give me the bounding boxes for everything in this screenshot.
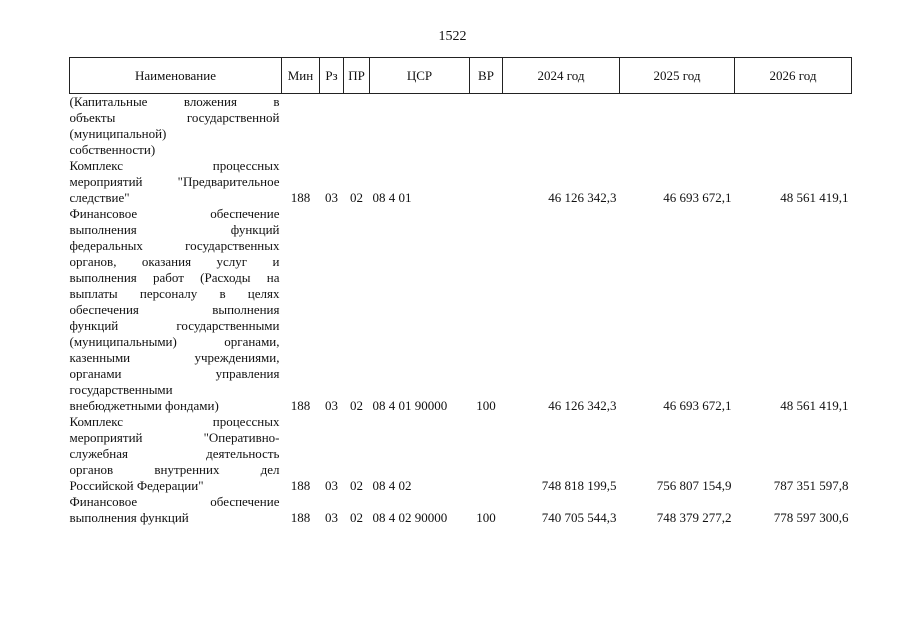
header-2026: 2026 год bbox=[735, 58, 852, 94]
name-line: казенными учреждениями, bbox=[69, 350, 280, 365]
cell-vr bbox=[470, 94, 503, 159]
cell-pr bbox=[344, 94, 370, 159]
name-line: мероприятий "Оперативно- bbox=[69, 430, 280, 445]
cell-2026: 787 351 597,8 bbox=[773, 478, 849, 493]
name-line: следствие" bbox=[69, 190, 130, 205]
name-line: внебюджетными фондами) bbox=[69, 398, 219, 413]
name-line: объекты государственной bbox=[69, 110, 280, 125]
cell-min: 188 bbox=[290, 478, 311, 493]
cell-2025: 748 379 277,2 bbox=[656, 510, 732, 525]
cell-name bbox=[70, 414, 282, 494]
cell-rz bbox=[320, 94, 344, 159]
cell-2024: 46 126 342,3 bbox=[548, 190, 617, 205]
name-line: выполнения функций bbox=[69, 510, 189, 525]
name-line: органов, оказания услуг и bbox=[69, 254, 280, 269]
cell-name bbox=[70, 494, 282, 526]
name-line: выполнения работ (Расходы на bbox=[69, 270, 280, 285]
name-line: функций государственными bbox=[69, 318, 280, 333]
header-2025: 2025 год bbox=[620, 58, 735, 94]
cell-csr: 08 4 02 bbox=[372, 478, 412, 493]
table-row bbox=[70, 158, 852, 206]
cell-name bbox=[70, 206, 282, 414]
name-line: Комплекс процессных bbox=[69, 414, 280, 429]
cell-2025: 46 693 672,1 bbox=[663, 190, 732, 205]
cell-rz: 03 bbox=[325, 478, 338, 493]
header-vr: ВР bbox=[470, 58, 503, 94]
cell-vr: 100 bbox=[476, 398, 496, 413]
table-row bbox=[70, 94, 852, 159]
cell-min bbox=[282, 94, 320, 159]
header-min: Мин bbox=[282, 58, 320, 94]
cell-pr: 02 bbox=[350, 398, 363, 413]
cell-vr bbox=[470, 158, 503, 206]
cell-2026: 778 597 300,6 bbox=[773, 510, 849, 525]
cell-rz: 03 bbox=[325, 398, 338, 413]
cell-pr: 02 bbox=[350, 510, 363, 525]
cell-2025: 46 693 672,1 bbox=[663, 398, 732, 413]
header-2024: 2024 год bbox=[503, 58, 620, 94]
header-csr: ЦСР bbox=[370, 58, 470, 94]
cell-2025 bbox=[620, 94, 735, 159]
name-line: обеспечения выполнения bbox=[69, 302, 280, 317]
name-line: мероприятий "Предварительное bbox=[69, 174, 280, 189]
cell-vr: 100 bbox=[476, 510, 496, 525]
cell-name bbox=[70, 158, 282, 206]
name-line: органов внутренних дел bbox=[69, 462, 280, 477]
name-line: выплаты персоналу в целях bbox=[69, 286, 280, 301]
cell-min: 188 bbox=[290, 190, 311, 205]
cell-2024: 748 818 199,5 bbox=[541, 478, 617, 493]
name-line: Финансовое обеспечение bbox=[69, 206, 280, 221]
header-rz: Рз bbox=[320, 58, 344, 94]
table-row bbox=[70, 206, 852, 414]
cell-2024: 46 126 342,3 bbox=[548, 398, 617, 413]
name-line: (муниципальной) bbox=[69, 126, 167, 141]
cell-rz: 03 bbox=[325, 190, 338, 205]
name-line: органами управления bbox=[69, 366, 280, 381]
budget-table bbox=[69, 57, 852, 526]
name-line: Финансовое обеспечение bbox=[69, 494, 280, 509]
cell-csr bbox=[370, 94, 470, 159]
cell-2024: 740 705 544,3 bbox=[541, 510, 617, 525]
name-line: Российской Федерации" bbox=[69, 478, 204, 493]
cell-2025: 756 807 154,9 bbox=[656, 478, 732, 493]
cell-csr: 08 4 01 bbox=[372, 190, 412, 205]
header-row bbox=[70, 58, 852, 94]
cell-vr bbox=[470, 414, 503, 494]
header-pr: ПР bbox=[344, 58, 370, 94]
cell-2024 bbox=[503, 94, 620, 159]
cell-rz: 03 bbox=[325, 510, 338, 525]
name-line: (муниципальными) органами, bbox=[69, 334, 280, 349]
name-line: Комплекс процессных bbox=[69, 158, 280, 173]
header-name: Наименование bbox=[70, 58, 282, 94]
table-body bbox=[70, 94, 852, 527]
name-line: государственными bbox=[69, 382, 173, 397]
cell-pr: 02 bbox=[350, 478, 363, 493]
page-number: 1522 bbox=[438, 29, 467, 44]
cell-name bbox=[70, 94, 282, 159]
cell-2026: 48 561 419,1 bbox=[780, 398, 849, 413]
name-line: собственности) bbox=[69, 142, 156, 157]
cell-2026: 48 561 419,1 bbox=[780, 190, 849, 205]
table-row bbox=[70, 414, 852, 494]
cell-csr: 08 4 01 90000 bbox=[372, 398, 448, 413]
name-line: служебная деятельность bbox=[69, 446, 280, 461]
cell-pr: 02 bbox=[350, 190, 363, 205]
cell-csr: 08 4 02 90000 bbox=[372, 510, 448, 525]
name-line: (Капитальные вложения в bbox=[69, 94, 280, 109]
table-row bbox=[70, 494, 852, 526]
name-line: федеральных государственных bbox=[69, 238, 280, 253]
name-line: выполнения функций bbox=[69, 222, 280, 237]
cell-min: 188 bbox=[290, 510, 311, 525]
cell-2026 bbox=[735, 94, 852, 159]
cell-min: 188 bbox=[290, 398, 311, 413]
